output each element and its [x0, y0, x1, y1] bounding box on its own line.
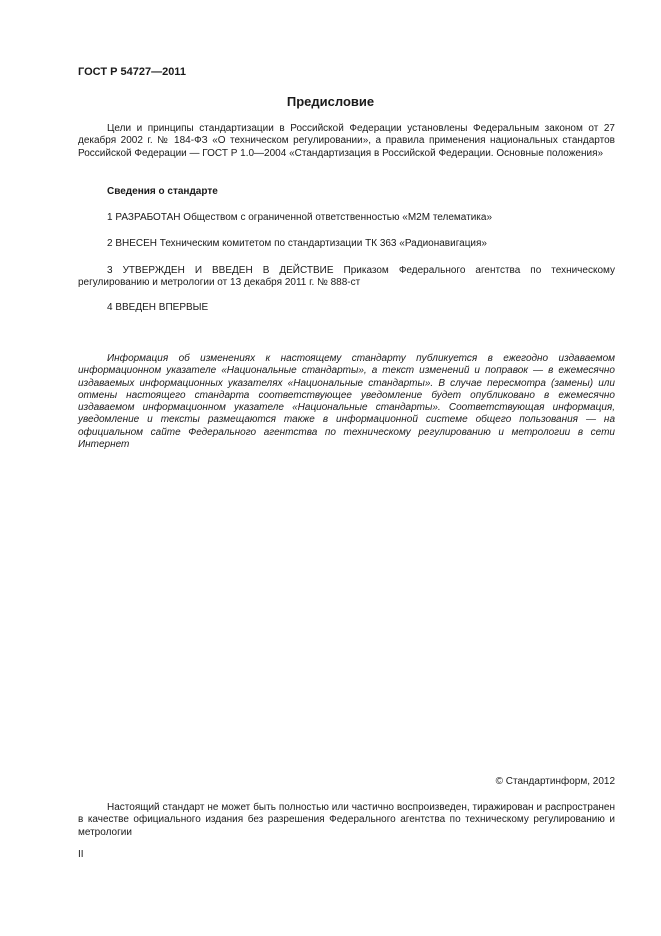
copyright-line: © Стандартинформ, 2012: [495, 776, 615, 787]
list-item-approved: [78, 265, 615, 290]
list-item-approved-text: 3 УТВЕРЖДЕН И ВВЕДЕН В ДЕЙСТВИЕ Приказом Федерального агентства по техническому регулированию и метрологии от 13 декабря 2011 г. № 888-ст: [78, 265, 615, 289]
changes-info-paragraph: [78, 353, 615, 451]
list-item-introduced: 2 ВНЕСЕН Техническим комитетом по стандартизации ТК 363 «Радионавигация»: [107, 238, 487, 249]
list-item-first-time: 4 ВВЕДЕН ВПЕРВЫЕ: [107, 302, 209, 313]
changes-info-text: Информация об изменениях к настоящему стандарту публикуется в ежегодно издаваемом информационном указателе «Национальные стандарты», а текст изменений и поправок — в ежемесячно издаваемых информационных указателях «Национальные стандарты». В случае пересмотра (замены) или отмены настоящего стандарта соответствующее уведомление будет опубликовано в ежемесячно издаваемом информационном указателе «Национальные стандарты». Соответствующая информация, уведомление и тексты размещаются также в информационной системе общего пользования — на официальном сайте Федерального агентства по техническому регулированию и метрологии в сети Интернет: [78, 353, 615, 451]
intro-paragraph: [78, 123, 615, 160]
list-item-developed: 1 РАЗРАБОТАН Обществом с ограниченной ответственностью «М2М телематика»: [107, 212, 493, 223]
section-heading: Сведения о стандарте: [107, 186, 218, 197]
reproduction-notice-text: Настоящий стандарт не может быть полностью или частично воспроизведен, тиражирован и распространен в качестве официального издания без разрешения Федерального агентства по техническому регулированию и метрологии: [78, 802, 615, 838]
reproduction-notice: [78, 802, 615, 839]
page-number: II: [78, 849, 84, 860]
page-title: Предисловие: [286, 94, 375, 109]
document-code: ГОСТ Р 54727—2011: [78, 66, 186, 78]
intro-text: Цели и принципы стандартизации в Российской Федерации установлены Федеральным законом от 27 декабря 2002 г. № 184-ФЗ «О техническом регулировании», а правила применения национальных стандартов Российской Федерации — ГОСТ Р 1.0—2004 «Стандартизация в Российской Федерации. Основные положения»: [78, 123, 615, 159]
